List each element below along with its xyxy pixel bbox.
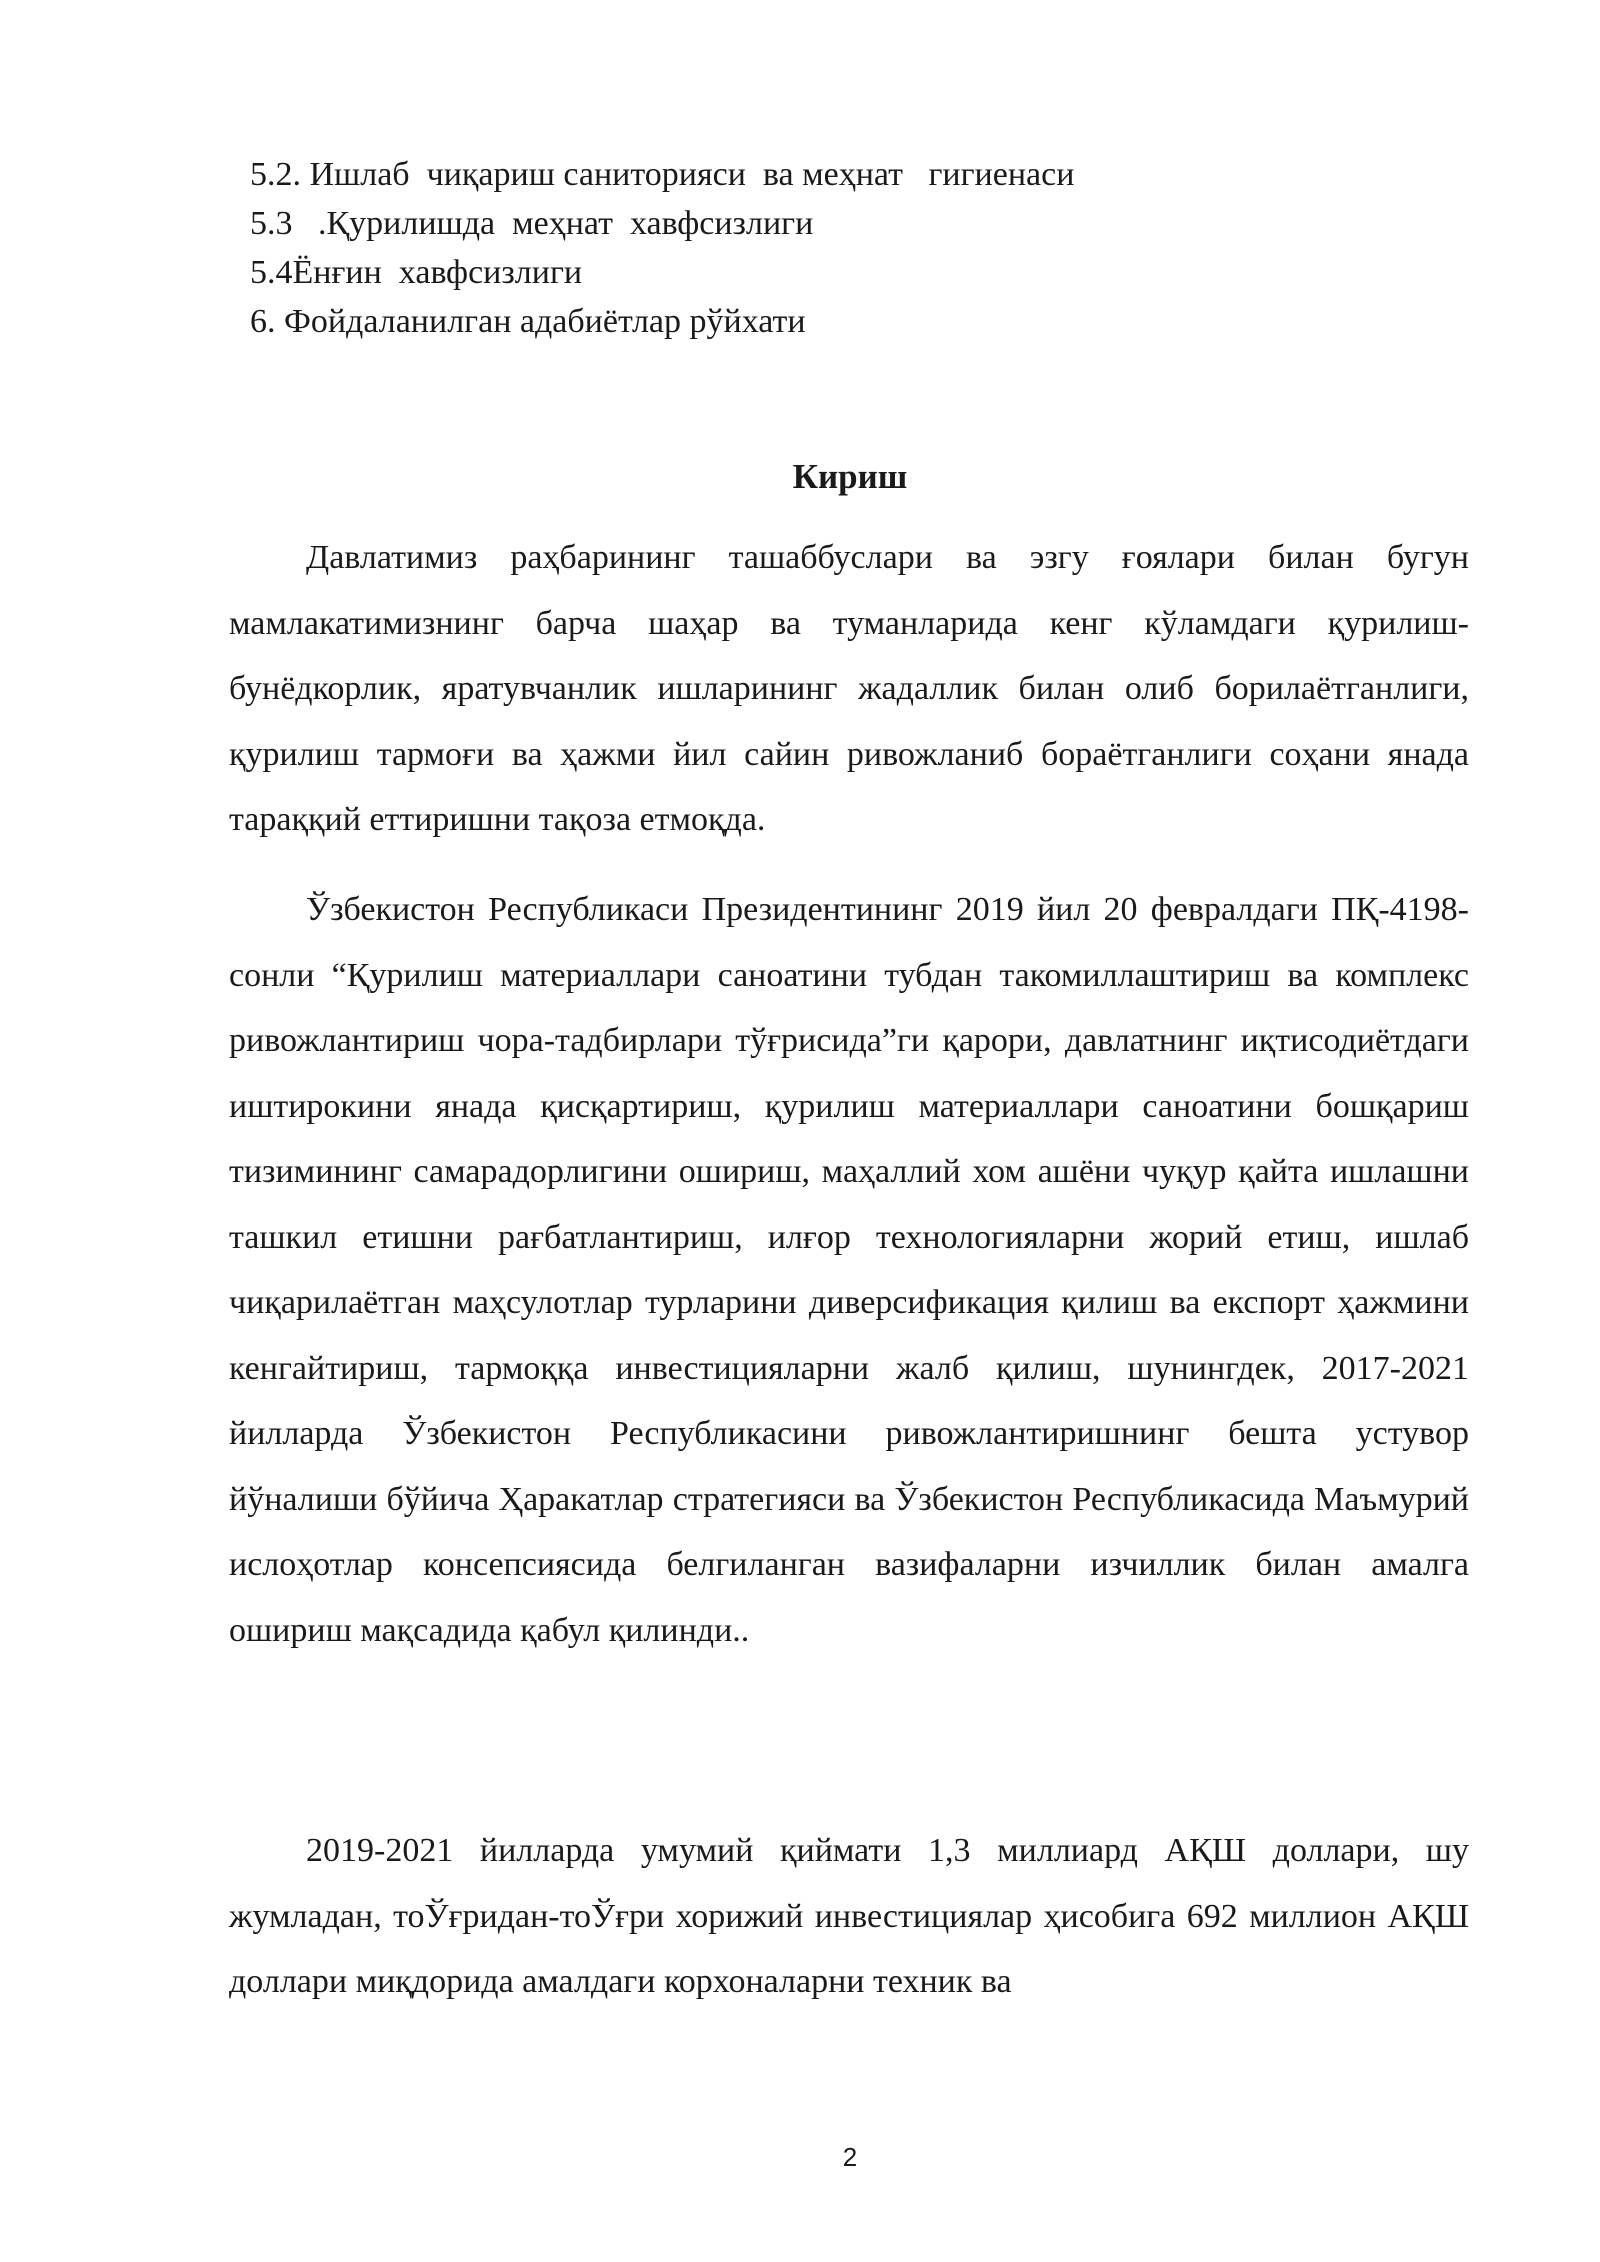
body-paragraph: Давлатимиз раҳбарининг ташаббуслари ва эзгу ғоялари билан бугун мамлакатимизнинг барча шаҳар ва туманларида кенг кўламдаги қурилиш-бунёдкорлик, яратувчанлик ишларининг жадаллик билан олиб борилаётганлиги, қурилиш тармоғи ва ҳажми йил сайин ривожланиб бораётганлиги соҳани янада тараққий еттиришни тақоза етмоқда. [229, 539, 1469, 838]
section-heading: Кириш [792, 457, 908, 496]
body-paragraph: 2019-2021 йилларда умумий қиймати 1,3 миллиард АҚШ доллари, шу жумладан, тоЎғридан-тоЎғри хорижий инвестициялар ҳисобига 692 миллион АҚШ доллари миқдорида амалдаги корхоналарни техник ва [229, 1832, 1469, 2000]
page-number: 2 [842, 2142, 858, 2172]
body-paragraph: Ўзбекистон Республикаси Президентининг 2019 йил 20 февралдаги ПҚ-4198-сонли “Қурилиш материаллари саноатини тубдан такомиллаштириш ва комплекс ривожлантириш чора-тадбирлари тўғрисида”ги қарори, давлатнинг иқтисодиётдаги иштирокини янада қисқартириш, қурилиш материаллари саноатини бошқариш тизимининг самарадорлигини ошириш, маҳаллий хом ашёни чуқур қайта ишлашни ташкил етишни рағбатлантириш, илғор технологияларни жорий етиш, ишлаб чиқарилаётган маҳсулотлар турларини диверсификация қилиш ва експорт ҳажмини кенгайтириш, тармоққа инвестицияларни жалб қилиш, шунингдек, 2017-2021 йилларда Ўзбекистон Республикасини ривожлантиришнинг бешта устувор йўналиши бўйича Ҳаракатлар стратегияси ва Ўзбекистон Республикасида Маъмурий ислоҳотлар консепсиясида белгиланган вазифаларни изчиллик билан амалга ошириш мақсадида қабул қилинди.. [229, 891, 1469, 1649]
toc-item-5-2: 5.2. Ишлаб чиқариш саниторияси ва меҳнат гигиенаси [250, 156, 1075, 193]
toc-item-6: 6. Фойдаланилган адабиётлар рўйхати [250, 303, 806, 340]
table-of-contents [250, 150, 1350, 346]
toc-item-5-3: 5.3 .Қурилишда меҳнат хавфсизлиги [250, 205, 814, 242]
toc-item-5-4: 5.4Ёнғин хавфсизлиги [250, 254, 583, 291]
